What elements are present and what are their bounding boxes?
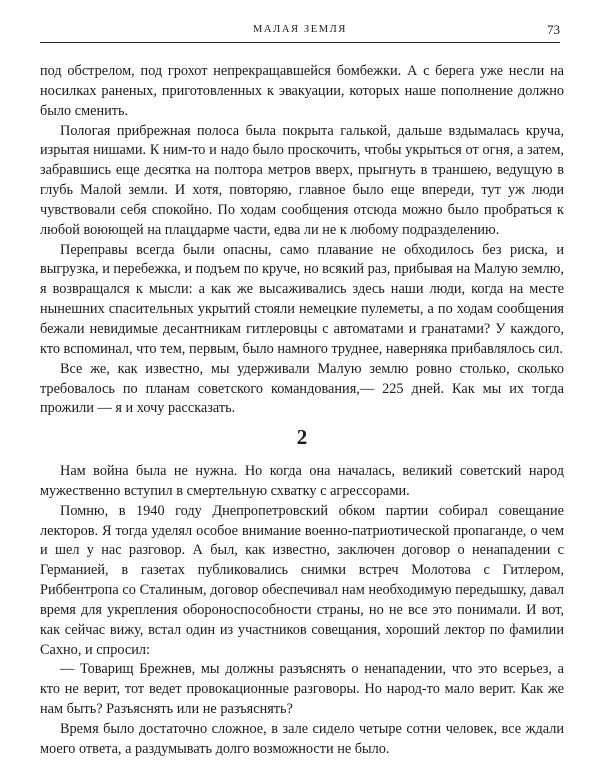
paragraph: Помню, в 1940 году Днепропетровский обком партии собирал совещание лекторов. Я тогда уделял особое внимание военно-патриотической пропаганде, о чем и шел у нас разговор. А был, как известно, заключен договор о ненападении с Германией, в газетах публиковались снимки встреч Молотова с Гитлером, Риббентропа со Сталиным, договор обеспечивал нам необходимую передышку, давал время для укрепления обороноспособности страны, но не все это понимали. И вот, как сейчас вижу, встал один из участников совещания, хороший лектор по фамилии Сахно, и спросил: (40, 502, 564, 658)
paragraph-continued: под обстрелом, под грохот непрекращавшейся бомбежки. А с берега уже несли на носилках раненых, приготовленных к эвакуации, которых наше пополнение должно было сменить. (40, 63, 564, 119)
running-title: МАЛАЯ ЗЕМЛЯ (253, 24, 347, 35)
page-number: 73 (547, 22, 560, 37)
page-header (40, 22, 560, 43)
paragraph: Пологая прибрежная полоса была покрыта галькой, дальше вздымалась круча, изрытая нишами. К ним-то и надо было проскочить, чтобы укрыться от огня, а затем, забравшись еще десятка на полтора метров вверх, прыгнуть в траншею, ведущую в глубь Малой земли. И хотя, повторяю, главное было еще впереди, тут уж люди чувствовали себя спокойно. По ходам сообщения отсюда можно было пробраться к любой воюющей на плацдарме части, едва ли не к любому подразделению. (40, 122, 564, 238)
paragraph: Переправы всегда были опасны, само плавание не обходилось без риска, и выгрузка, и перебежка, и подъем по круче, но всякий раз, прибывая на Малую землю, я возвращался к мысли: а как же высаживались здесь наши люди, когда на месте нынешних спасительных укрытий стояли немецкие пулеметы, а по ходам сообщения бежали невидимые десантникам гитлеровцы с автоматами и гранатами? У каждого, кто вспоминал, что тем, первым, было намного труднее, наверняка прибавлялось сил. (40, 241, 564, 357)
paragraph: Время было достаточно сложное, в зале сидело четыре сотни человек, все ждали моего ответа, а раздумывать долго возможности не было. (40, 720, 564, 757)
text-block-before-section (40, 62, 564, 419)
text-block-after-section (40, 462, 564, 760)
section-number-heading: 2 (296, 425, 308, 449)
paragraph: Нам война была не нужна. Но когда она началась, великий советский народ мужественно вступил в смертельную схватку с агрессорами. (40, 463, 564, 499)
dialogue-paragraph: — Товарищ Брежнев, мы должны разъяснять о ненападении, что это всерьез, а кто не верит, тот ведет провокационные разговоры. Но народ-то мало верит. Как же нам быть? Разъяснять или не разъяснять? (40, 661, 564, 718)
paragraph: Все же, как известно, мы удерживали Малую землю ровно столько, сколько требовалось по планам советского командования,— 225 дней. Как мы их тогда прожили — я и хочу рассказать. (40, 360, 564, 417)
